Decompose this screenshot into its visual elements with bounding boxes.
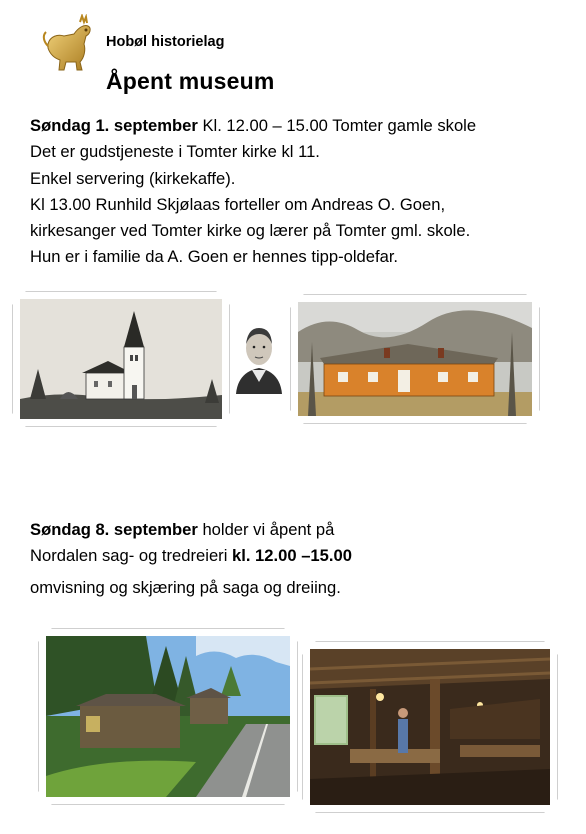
event-1-headline	[30, 113, 476, 139]
event-1-line: Det er gudstjeneste i Tomter kirke kl 11.	[30, 142, 320, 162]
page-title: Åpent museum	[106, 68, 275, 94]
school-house-photo	[290, 294, 540, 424]
event-1-line: Enkel servering (kirkekaffe).	[30, 168, 236, 188]
event-1-line: Hun er i familie da A. Goen er hennes tipp-oldefar.	[30, 247, 399, 267]
event-2-text	[30, 517, 352, 601]
event-1-line: kirkesanger ved Tomter kirke og lærer på Tomter gml. skole.	[30, 221, 471, 241]
sawmill-outdoor-photo	[38, 628, 298, 805]
workshop-interior-photo	[302, 641, 558, 813]
portrait-photo	[232, 318, 286, 394]
lion-logo-icon	[40, 14, 98, 74]
event-1-date: Søndag 1. september	[30, 116, 198, 135]
event-1-text	[30, 113, 476, 271]
event-2-text-c: omvisning og skjæring på saga og dreiing.	[30, 577, 341, 597]
event-1-line: Kl 13.00 Runhild Skjølaas forteller om Andreas O. Goen,	[30, 194, 446, 214]
event-2-headline	[30, 517, 352, 543]
church-photo	[12, 291, 230, 427]
event-2-time: kl. 12.00 –15.00	[232, 546, 352, 566]
event-2-text-b: Nordalen sag- og tredreieri	[30, 546, 232, 566]
event-1-time-place: Kl. 12.00 – 15.00 Tomter gamle skole	[197, 116, 477, 135]
event-2-date: Søndag 8. september	[30, 520, 198, 539]
organization-name: Hobøl historielag	[106, 34, 225, 50]
event-2-text-a: holder vi åpent på	[197, 520, 335, 539]
event-2-place-line	[30, 543, 352, 569]
